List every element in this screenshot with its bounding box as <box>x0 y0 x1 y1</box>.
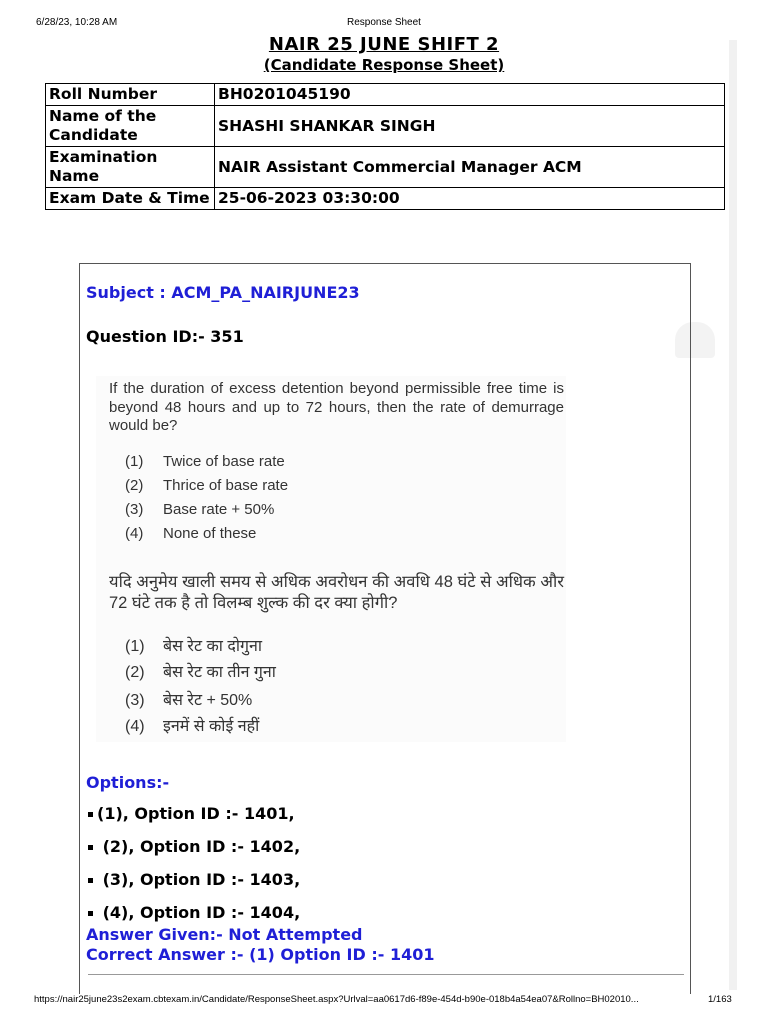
option-en-4 <box>125 525 256 542</box>
option-number: (4) <box>125 525 144 542</box>
option-en-2 <box>125 477 288 494</box>
option-number: (1) <box>125 638 145 655</box>
option-text: None of these <box>163 525 257 542</box>
page-count: 1/163 <box>708 994 732 1005</box>
option-text: Twice of base rate <box>163 453 285 470</box>
option-hi-1 <box>125 634 262 656</box>
exam-date-value: 25-06-2023 03:30:00 <box>215 188 725 210</box>
option-text: बेस रेट का तीन गुना <box>163 664 276 681</box>
option-text: इनमें से कोई नहीं <box>163 718 260 735</box>
option-id-text: (2), Option ID :- 1402, <box>102 837 301 856</box>
bullet-icon <box>88 812 93 817</box>
option-id-text: (4), Option ID :- 1404, <box>102 903 301 922</box>
option-id-1 <box>88 804 295 823</box>
option-number: (3) <box>125 692 145 709</box>
page-subtitle: (Candidate Response Sheet) <box>263 56 505 74</box>
answer-given: Answer Given:- Not Attempted <box>86 925 363 944</box>
option-number: (3) <box>125 501 144 518</box>
option-number: (4) <box>125 718 145 735</box>
options-header: Options:- <box>86 773 170 792</box>
option-text: बेस रेट + 50% <box>163 692 253 709</box>
option-number: (2) <box>125 664 145 681</box>
exam-name-value: NAIR Assistant Commercial Manager ACM <box>215 147 725 188</box>
bullet-icon <box>88 845 93 850</box>
exam-date-label: Exam Date & Time <box>46 188 215 210</box>
option-id-3 <box>88 870 300 889</box>
bullet-icon <box>88 878 93 883</box>
option-id-2 <box>88 837 300 856</box>
option-text: Thrice of base rate <box>163 477 289 494</box>
page-title: NAIR 25 JUNE SHIFT 2 <box>268 34 500 55</box>
table-row <box>46 147 725 188</box>
scrollbar-track[interactable] <box>729 40 737 990</box>
option-number: (2) <box>125 477 144 494</box>
table-row <box>46 84 725 106</box>
bullet-icon <box>88 911 93 916</box>
question-id: Question ID:- 351 <box>86 327 244 346</box>
option-id-text: (1), Option ID :- 1401, <box>97 804 295 823</box>
candidate-info-table <box>45 83 725 210</box>
option-id-text: (3), Option ID :- 1403, <box>102 870 301 889</box>
print-datetime: 6/28/23, 10:28 AM <box>36 17 118 28</box>
option-en-1 <box>125 453 285 470</box>
option-text: बेस रेट का दोगुना <box>163 638 263 655</box>
exam-name-label: Examination Name <box>46 147 215 188</box>
correct-answer: Correct Answer :- (1) Option ID :- 1401 <box>86 945 435 964</box>
option-number: (1) <box>125 453 144 470</box>
table-row <box>46 106 725 147</box>
option-text: Base rate + 50% <box>163 501 275 518</box>
option-en-3 <box>125 501 274 518</box>
print-tab-title: Response Sheet <box>347 17 421 28</box>
table-row <box>46 188 725 210</box>
question-text-hindi: यदि अनुमेय खाली समय से अधिक अवरोधन की अवधि 48 घंटे से अधिक और 72 घंटे तक है तो विलम्ब शुल्क की दर क्या होगी? <box>109 573 564 612</box>
roll-number-value: BH0201045190 <box>215 84 725 106</box>
option-hi-2 <box>125 660 276 682</box>
subject-label: Subject : ACM_PA_NAIRJUNE23 <box>86 283 360 302</box>
option-hi-3 <box>125 688 252 710</box>
divider <box>88 974 684 975</box>
option-hi-4 <box>125 714 259 736</box>
candidate-name-value: SHASHI SHANKAR SINGH <box>215 106 725 147</box>
option-id-4 <box>88 903 300 922</box>
roll-number-label: Roll Number <box>46 84 215 106</box>
question-text-english: If the duration of excess detention beyond permissible free time is beyond 48 hours and up to 72 hours, then the rate of demurrage would be? <box>109 380 564 434</box>
print-url: https://nair25june23s2exam.cbtexam.in/Candidate/ResponseSheet.aspx?Urlval=aa0617d6-f89e-454d-b90e-018b4a54ea07&Rollno=BH02010... <box>34 994 639 1005</box>
candidate-name-label: Name of the Candidate <box>46 106 215 147</box>
